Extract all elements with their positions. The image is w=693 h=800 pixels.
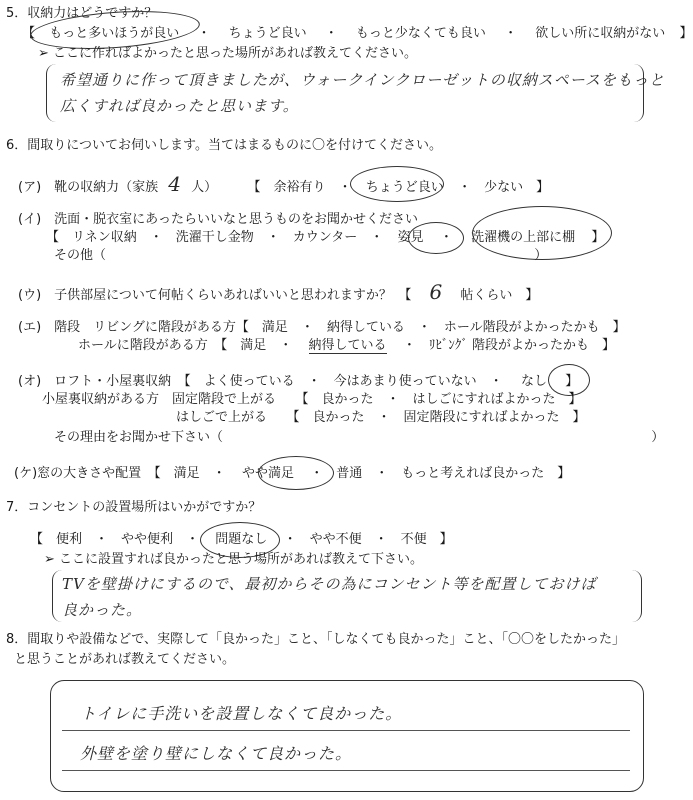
q5-option-less[interactable]: もっと少なくても良い (355, 26, 486, 41)
q6-e-selected[interactable]: 納得している (308, 338, 387, 353)
q6-o-line-1: (オ) ロフト・小屋裏収納 【 よく使っている ・ 今はあまり使っていない ・ なし 】 (18, 374, 579, 389)
q6-o-line-3: はしごで上がる 【 良かった ・ 固定階段にすればよかった 】 (176, 410, 586, 425)
arrow-bullet-icon: ➢ (38, 46, 49, 61)
q6-u-value: 6 (429, 280, 443, 304)
q5-heading: 5．収納力はどうですか？ (6, 6, 158, 21)
q5-answer-line-2: 広くすれば良かったと思います。 (60, 97, 299, 115)
separator: ・ (504, 26, 518, 41)
q8-heading: 8．間取りや設備などで、実際して「良かった」こと、「しなくても良かった」こと、「〇〇をしたかった」 (6, 632, 626, 647)
q6-i-options: 【 リネン収納 ・ 洗濯干し金物 ・ カウンター ・ 姿見 ・ 洗濯機の上部に棚 】 (46, 230, 605, 245)
q6-i-label: (イ) 洗面・脱衣室にあったらいいなと思うものをお聞かせください (18, 212, 419, 227)
arrow-bullet-icon: ➢ (44, 552, 55, 567)
q6-a-family-count: 4 (168, 172, 182, 196)
q6-ke-selected[interactable]: やや満足 (241, 466, 294, 481)
q6-heading: 6．間取りについてお伺いします。当てはまるものに〇を付けてください。 (6, 138, 442, 153)
q8-answer-line-2: 外壁を塗り壁にしなくて良かった。 (80, 744, 353, 763)
q6-i-other: その他（ ） (54, 248, 548, 263)
q6-ke-selected-circle (258, 456, 334, 490)
q6-o-line-4: その理由をお聞かせ下さい（ ） (54, 430, 665, 445)
q7-prompt: ➢ ここに設置すれば良かったと思う場所があれば教えて下さい。 (44, 552, 424, 567)
q5-option-missing[interactable]: 欲しい所に収納がない (535, 26, 666, 41)
q6-a-selected-circle (350, 166, 444, 202)
q7-heading: 7．コンセントの設置場所はいかがですか？ (6, 500, 262, 515)
q6-u-row: (ウ) 子供部屋について何帖くらいあればいいと思われますか？ 【 6 帖くらい 】 (18, 280, 539, 304)
q6-ke-row: (ケ)窓の大きさや配置 【 満足 ・ やや満足 ・ 普通 ・ もっと考えれば良かった 】 (14, 466, 571, 481)
q6-e-line-1: (エ) 階段 リビングに階段がある方【 満足 ・ 納得している ・ ホール階段がよかったかも 】 (18, 320, 626, 335)
q5-option-more[interactable]: もっと多いほうが良い (49, 26, 180, 41)
q5-close-bracket: 】 (679, 26, 693, 41)
q8-ruled-line (62, 770, 630, 771)
q7-answer-line-2: 良かった。 (62, 601, 143, 619)
q7-options: 【 便利 ・ やや便利 ・ 問題なし ・ やや不便 ・ 不便 】 (30, 532, 453, 547)
q6-o-line-2: 小屋裏収納がある方 固定階段で上がる 【 良かった ・ はしごにすればよかった 】 (42, 392, 582, 407)
separator: ・ (324, 26, 338, 41)
separator: ・ (197, 26, 211, 41)
q6-e-line-2: ホールに階段がある方 【 満足 ・ 納得している ・ ﾘﾋﾞﾝｸﾞ 階段がよかったかも 】 (78, 338, 615, 353)
q6-a-selected[interactable]: ちょうど良い (365, 180, 444, 195)
q5-option-just-right[interactable]: ちょうど良い (228, 26, 307, 41)
q6-o-selected[interactable]: なし (520, 374, 547, 389)
q8-heading-2: と思うことがあれば教えてください。 (14, 652, 236, 667)
q8-answer-line-1: トイレに手洗いを設置しなくて良かった。 (80, 704, 403, 723)
q6-i-selected-mirror[interactable]: 姿見 (397, 230, 424, 245)
q5-answer-line-1: 希望通りに作って頂きましたが、ウォークインクローゼットの収納スペースをもっと (60, 71, 666, 89)
q6-i-selected-shelf[interactable]: 洗濯機の上部に棚 (471, 230, 576, 245)
q7-answer-line-1: TVを壁掛けにするので、最初からその為にコンセント等を配置しておけば (62, 575, 597, 593)
q6-a-row: (ア) 靴の収納力（家族 4 人） 【 余裕有り ・ ちょうど良い ・ 少ない 】 (18, 172, 550, 196)
q5-prompt: ➢ ここに作ればよかったと思った場所があれば教えてください。 (38, 46, 418, 61)
q5-open-bracket: 【 (22, 26, 36, 41)
q8-ruled-line (62, 730, 630, 731)
q8-answer-box (50, 680, 644, 792)
q7-selected[interactable]: 問題なし (215, 532, 268, 547)
